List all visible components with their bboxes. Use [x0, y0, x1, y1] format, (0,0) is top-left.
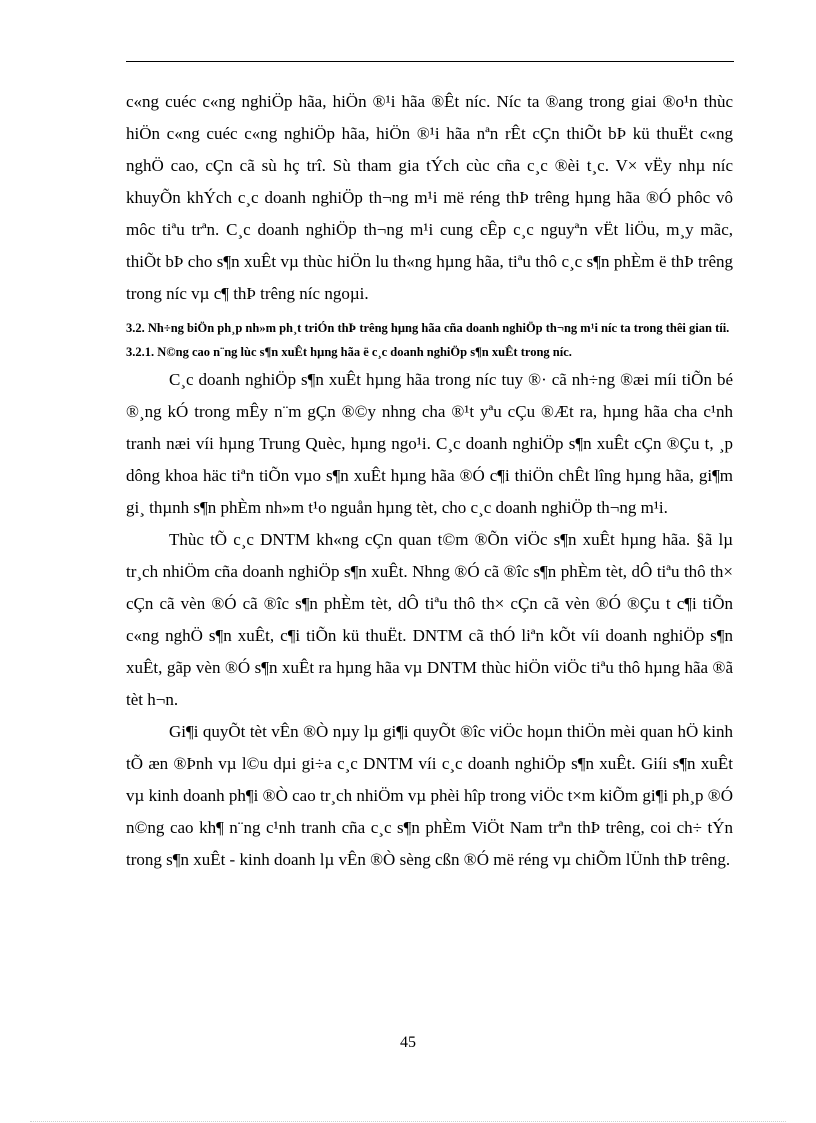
heading-3-2-1: 3.2.1. N©ng cao n¨ng lùc s¶n xuÊt hµng hãa ë c¸c doanh nghiÖp s¶n xuÊt trong níc.	[126, 345, 572, 359]
page-bottom-border	[30, 1121, 786, 1122]
paragraph-2: C¸c doanh nghiÖp s¶n xuÊt hµng hãa trong níc tuy ®· cã nh÷ng ®æi míi tiÕn bé ®¸ng kÓ trong mÊy n¨m gÇn ®©y nhng cha ®¹t yªu cÇu ®Æt ra, hµng hãa cha c¹nh tranh næi víi hµng Trung Quèc, hµng ngo¹i. C¸c doanh nghiÖp s¶n xuÊt cÇn ®Çu t, ¸p dông khoa häc tiªn tiÕn vµo s¶n xuÊt hµng hãa ®Ó c¶i thiÖn chÊt lîng hµng hãa, gi¶m gi¸ thµnh s¶n phÈm nh»m t¹o nguån hµng tèt, cho c¸c doanh nghiÖp th¬ng m¹i.	[126, 370, 733, 517]
page-body	[126, 86, 733, 876]
page-number: 45	[400, 1034, 416, 1051]
paragraph-1: c«ng cuéc c«ng nghiÖp hãa, hiÖn ®¹i hãa ®Êt níc. Níc ta ®ang trong giai ®o¹n thùc hiÖn c«ng cuéc c«ng nghiÖp hãa, hiÖn ®¹i hãa nªn rÊt cÇn thiÕt bÞ kü thuËt c«ng nghÖ cao, cÇn cã sù hç trî. Sù tham gia tÝch cùc cña c¸c ®èi t¸c. V× vËy nhµ níc khuyÕn khÝch c¸c doanh nghiÖp th¬ng m¹i më réng thÞ trêng hµng hãa ®Ó phôc vô môc tiªu trªn. C¸c doanh nghiÖp th¬ng m¹i cung cÊp c¸c nguyªn vËt liÖu, m¸y mãc, thiÕt bÞ cho s¶n xuÊt vµ thùc hiÖn lu th«ng hµng hãa, tiªu thô c¸c s¶n phÈm ë thÞ trêng trong níc vµ c¶ thÞ trêng níc ngoµi.	[126, 92, 733, 303]
header-rule	[126, 61, 734, 62]
paragraph-4: Gi¶i quyÕt tèt vÊn ®Ò nµy lµ gi¶i quyÕt ®îc viÖc hoµn thiÖn mèi quan hÖ kinh tÕ æn ®Þnh vµ l©u dµi gi÷a c¸c DNTM víi c¸c doanh nghiÖp s¶n xuÊt. Giíi s¶n xuÊt vµ kinh doanh ph¶i ®Ò cao tr¸ch nhiÖm vµ phèi hîp trong viÖc t×m kiÕm gi¶i ph¸p ®Ó n©ng cao kh¶ n¨ng c¹nh tranh cña c¸c s¶n phÈm ViÖt Nam trªn thÞ trêng, coi ch÷ tÝn trong s¶n xuÊt - kinh doanh lµ vÊn ®Ò sèng cßn ®Ó më réng vµ chiÕm lÜnh thÞ trêng.	[126, 722, 733, 869]
paragraph-3: Thùc tÕ c¸c DNTM kh«ng cÇn quan t©m ®Õn viÖc s¶n xuÊt hµng hãa. §ã lµ tr¸ch nhiÖm cña doanh nghiÖp s¶n xuÊt. Nhng ®Ó cã ®îc s¶n phÈm tèt, dÔ tiªu thô th× cÇn cã vèn ®Ó cã ®îc s¶n phÈm tèt, dÔ tiªu thô th× cÇn cã vèn ®Ó ®Çu t c¶i tiÕn c«ng nghÖ s¶n xuÊt, c¶i tiÕn kü thuËt. DNTM cã thÓ liªn kÕt víi doanh nghiÖp s¶n xuÊt, gãp vèn ®Ó s¶n xuÊt ra hµng hãa vµ DNTM thùc hiÖn viÖc tiªu thô hµng hãa ®ã tèt h¬n.	[126, 530, 733, 709]
heading-3-2: 3.2. Nh÷ng biÖn ph¸p nh»m ph¸t triÓn thÞ trêng hµng hãa cña doanh nghiÖp th¬ng m¹i níc ta trong thêi gian tíi.	[126, 321, 730, 335]
